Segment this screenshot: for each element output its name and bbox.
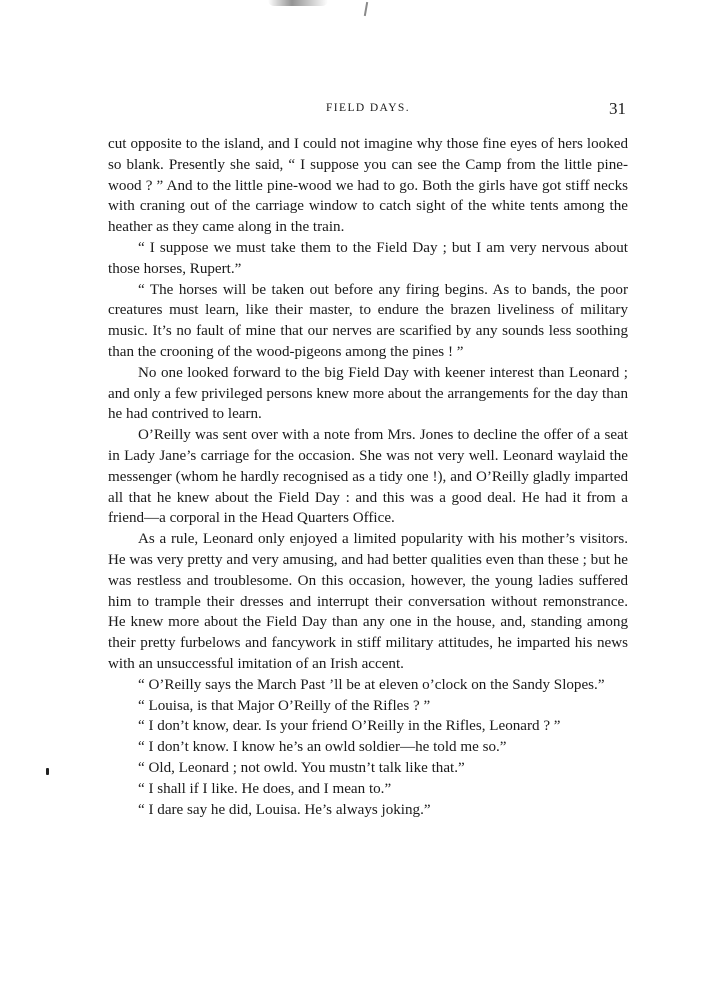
paragraph: “ I shall if I like. He does, and I mean to.” [138,780,392,797]
paragraph: “ I dare say he did, Louisa. He’s always joking.” [138,801,431,818]
running-title: FIELD DAYS. [326,102,410,114]
paragraph: No one looked forward to the big Field Day with keener interest than Leonard ; and only a few privileged persons knew more about the arrangements for the day than he had contrived to learn. [108,364,628,423]
paragraph: cut opposite to the island, and I could not imagine why those fine eyes of hers looked so blank. Presently she said, “ I suppose you can see the Camp from the little pine-wood ? ” And to the little pine-wood we had to go. Both the girls have got stiff necks with craning out of the carriage window to catch sight of the white tents among the heather as they came along in the train. [108,136,628,236]
scan-mark [364,2,368,16]
paragraph: “ O’Reilly says the March Past ’ll be at eleven o’clock on the Sandy Slopes.” [138,676,605,693]
paragraph: O’Reilly was sent over with a note from Mrs. Jones to decline the offer of a seat in Lady Jane’s carriage for the occasion. She was not very well. Leonard waylaid the messenger (whom he hardly recognised as a tidy one !), and O’Reilly gladly imparted all that he knew about the Field Day : and this was a good deal. He had it from a friend—a corporal in the Head Quarters Office. [108,427,628,527]
page-number: 31 [609,99,626,118]
paragraph: “ I don’t know, dear. Is your friend O’Reilly in the Rifles, Leonard ? ” [138,718,561,735]
paragraph: “ Old, Leonard ; not owld. You mustn’t talk like that.” [138,759,465,776]
paragraph: “ I don’t know. I know he’s an owld soldier—he told me so.” [138,739,507,756]
paragraph: As a rule, Leonard only enjoyed a limited popularity with his mother’s visitors. He was very pretty and very amusing, and had better qualities even than these ; but he was restless and troublesome. On this occasion, however, the young ladies suffered him to trample their dresses and interrupt their conversation without remonstrance. He knew more about the Field Day than any one in the house, and, standing among their pretty furbelows and fancywork in stiff military attitudes, he imparted his news with an unsuccessful imitation of an Irish accent. [108,531,628,672]
paragraph: “ I suppose we must take them to the Field Day ; but I am very nervous about those horses, Rupert.” [108,239,628,277]
running-head [108,99,628,122]
margin-mark [46,768,49,775]
paragraph: “ Louisa, is that Major O’Reilly of the Rifles ? ” [138,697,431,714]
body-text [108,134,628,820]
scan-smudge [268,0,328,6]
paragraph: “ The horses will be taken out before any firing begins. As to bands, the poor creatures must learn, like their master, to endure the brazen liveliness of military music. It’s no fault of mine that our nerves are scarified by any sounds less soothing than the crooning of the wood-pigeons among the pines ! ” [108,281,628,360]
